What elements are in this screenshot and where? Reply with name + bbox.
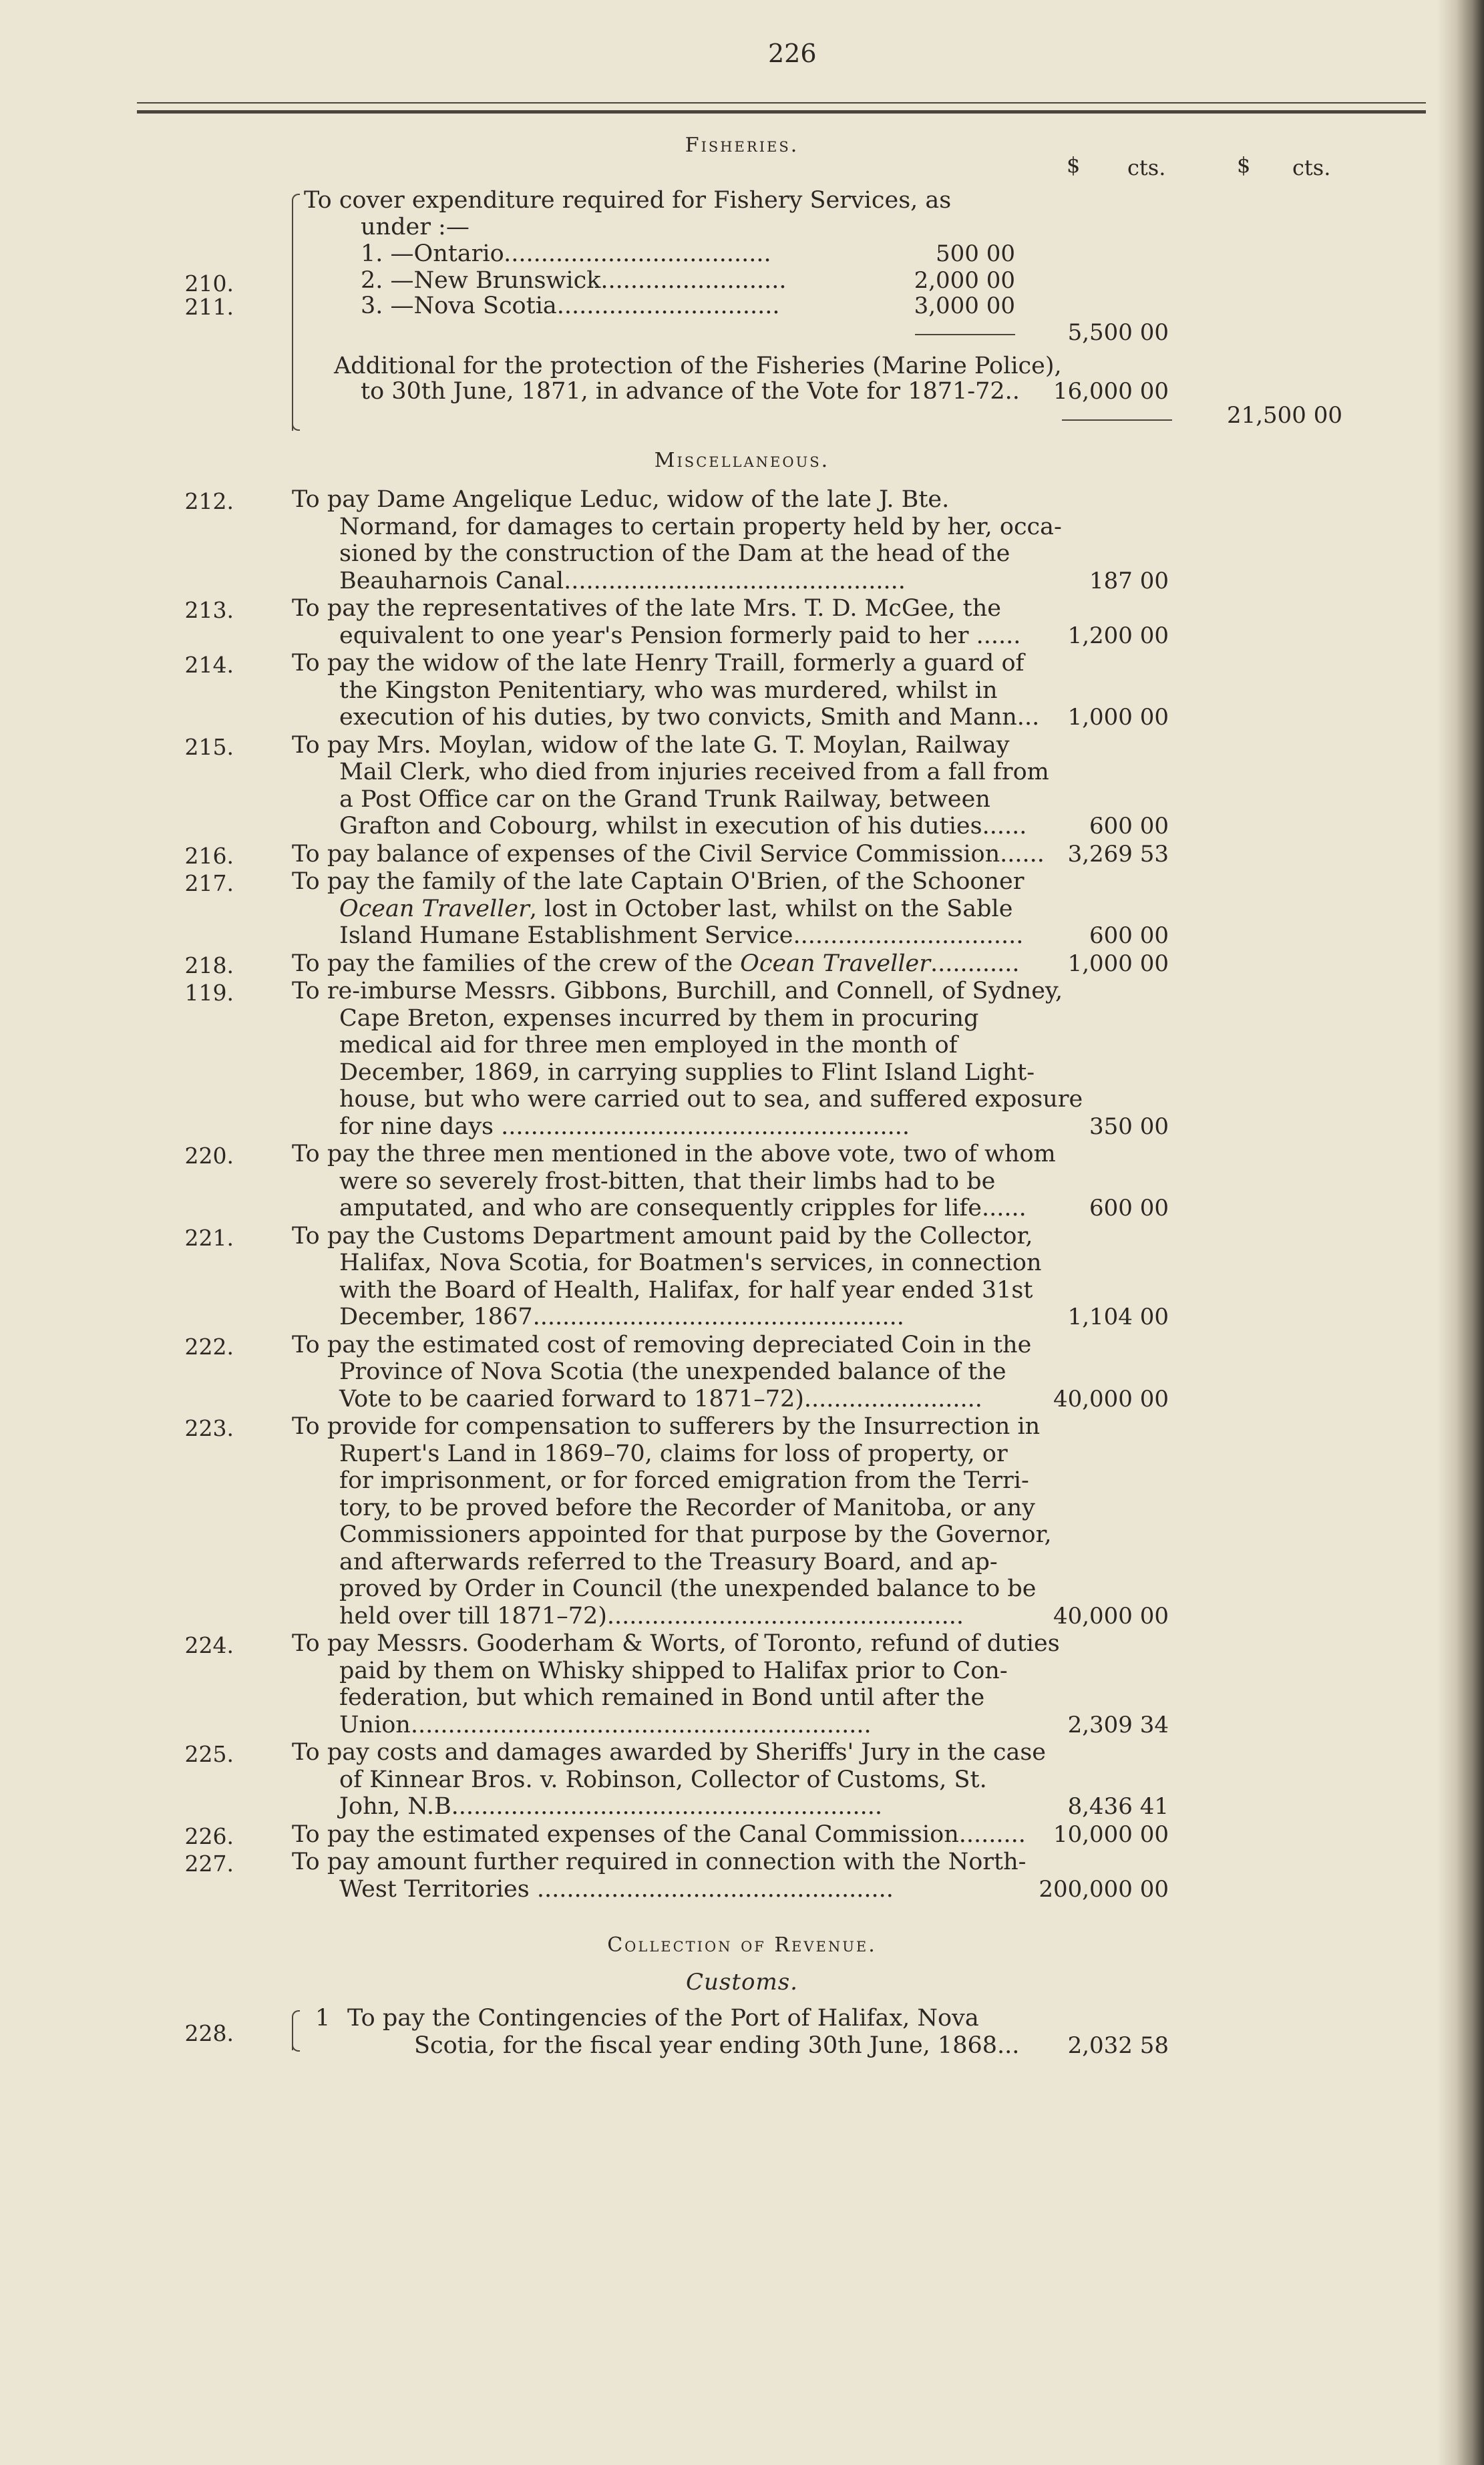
- subsection-heading-customs: Customs.: [686, 1969, 798, 1996]
- vote-text-line: sioned by the construction of the Dam at the head of the: [339, 540, 1010, 567]
- vote-text-line: for imprisonment, or for forced emigration from the Terri-: [339, 1467, 1029, 1494]
- ship-name: Ocean Traveller: [339, 895, 530, 922]
- section-heading-collection-of-revenue: Collection of Revenue.: [607, 1933, 877, 1957]
- vote-amount: 600 00: [1089, 813, 1169, 839]
- vote-text-line: Commissioners appointed for that purpose by the Governor,: [339, 1521, 1052, 1548]
- fisheries-item-label: 1. —Ontario....................................: [361, 240, 771, 267]
- column-header-dollars-1: $: [1067, 152, 1081, 178]
- vote-text-line: proved by Order in Council (the unexpended balance to be: [339, 1575, 1037, 1602]
- vote-text-line: Cape Breton, expenses incurred by them in procuring: [339, 1004, 979, 1032]
- customs-amount: 2,032 58: [1067, 2032, 1169, 2059]
- vote-text-line: Mail Clerk, who died from injuries received from a fall from: [339, 759, 1049, 785]
- vote-text-line: To pay the family of the late Captain O'Brien, of the Schooner: [292, 868, 1025, 895]
- subtotal-rule: [915, 334, 1015, 335]
- total-rule: [1062, 419, 1172, 421]
- vote-text-line: To pay the representatives of the late Mrs. T. D. McGee, the: [292, 595, 1001, 622]
- vote-text-line: house, but who were carried out to sea, and suffered exposure: [339, 1086, 1083, 1113]
- vote-text-line: Grafton and Cobourg, whilst in execution of his duties......: [339, 813, 1027, 839]
- vote-text-line: tory, to be proved before the Recorder of Manitoba, or any: [339, 1494, 1035, 1521]
- vote-text-line: a Post Office car on the Grand Trunk Railway, between: [339, 785, 990, 813]
- customs-vote-number: 228.: [184, 2020, 234, 2046]
- column-header-cents-1: cts.: [1127, 155, 1166, 180]
- vote-text-line: for nine days .......................................................: [339, 1113, 910, 1140]
- vote-text-line: Vote to be caaried forward to 1871–72)........................: [339, 1385, 982, 1412]
- vote-amount: 1,104 00: [1067, 1304, 1169, 1330]
- ship-name: Ocean Traveller: [740, 950, 930, 977]
- vote-text-line: Ocean Traveller, lost in October last, whilst on the Sable: [339, 895, 1013, 922]
- vote-amount: 40,000 00: [1053, 1602, 1169, 1630]
- vote-number: 223.: [184, 1415, 234, 1441]
- vote-number: 212.: [184, 488, 234, 514]
- customs-item-number: 1: [315, 2005, 331, 2032]
- fisheries-item-amount: 3,000 00: [914, 293, 1015, 319]
- vote-number: 220.: [184, 1143, 234, 1169]
- customs-line-2: Scotia, for the fiscal year ending 30th June, 1868...: [414, 2032, 1020, 2059]
- vote-text-line: To pay costs and damages awarded by Sheriffs' Jury in the case: [292, 1739, 1047, 1766]
- vote-text-line: To pay the three men mentioned in the above vote, two of whom: [292, 1141, 1056, 1167]
- vote-text-line: To pay the families of the crew of the Ocean Traveller............: [292, 950, 1020, 977]
- column-header-cents-2: cts.: [1292, 155, 1331, 180]
- page-number: 226: [768, 39, 817, 68]
- vote-amount: 200,000 00: [1039, 1875, 1169, 1903]
- vote-number: 218.: [184, 952, 234, 978]
- vote-amount: 40,000 00: [1053, 1385, 1169, 1412]
- customs-line-1: To pay the Contingencies of the Port of Halifax, Nova: [347, 2005, 979, 2032]
- fisheries-total: 21,500 00: [1226, 402, 1342, 429]
- fisheries-item-label: 2. —New Brunswick.........................: [361, 267, 787, 294]
- fisheries-intro-line-2: under :—: [361, 214, 470, 240]
- vote-text-line: Normand, for damages to certain property held by her, occa-: [339, 513, 1062, 540]
- vote-text-line: Rupert's Land in 1869–70, claims for loss of property, or: [339, 1440, 1008, 1467]
- vote-text-line: December, 1867..................................................: [339, 1304, 904, 1330]
- vote-number: 119.: [184, 980, 234, 1006]
- vote-number: 226.: [184, 1823, 234, 1849]
- vote-amount: 600 00: [1089, 922, 1169, 949]
- fisheries-intro-line-1: To cover expenditure required for Fishery Services, as: [304, 187, 952, 214]
- vote-text-line: To pay the estimated expenses of the Canal Commission.........: [292, 1821, 1026, 1848]
- fisheries-additional-amount: 16,000 00: [1053, 378, 1169, 405]
- vote-text-line: Union..............................................................: [339, 1711, 872, 1738]
- section-heading-fisheries: Fisheries.: [685, 134, 799, 157]
- vote-text-line: Province of Nova Scotia (the unexpended balance of the: [339, 1358, 1006, 1385]
- vote-text-line: To pay the Customs Department amount paid by the Collector,: [292, 1222, 1033, 1250]
- vote-amount: 8,436 41: [1067, 1793, 1169, 1820]
- column-header-dollars-2: $: [1237, 152, 1251, 178]
- brace-bottom: [292, 2044, 300, 2052]
- vote-amount: 2,309 34: [1067, 1711, 1169, 1738]
- vote-text-line: the Kingston Penitentiary, who was murdered, whilst in: [339, 677, 998, 704]
- vote-number: 214.: [184, 652, 234, 678]
- fisheries-subtotal: 5,500 00: [1067, 319, 1169, 346]
- vote-text-line: equivalent to one year's Pension formerly paid to her ......: [339, 622, 1021, 649]
- fisheries-item-amount: 500 00: [936, 240, 1015, 267]
- vote-amount: 3,269 53: [1067, 840, 1169, 868]
- vote-text-line: John, N.B..........................................................: [339, 1793, 882, 1820]
- vote-text-line: To pay Mrs. Moylan, widow of the late G. T. Moylan, Railway: [292, 731, 1010, 759]
- vote-text-line: of Kinnear Bros. v. Robinson, Collector of Customs, St.: [339, 1766, 987, 1793]
- vote-text-line: with the Board of Health, Halifax, for half year ended 31st: [339, 1276, 1033, 1304]
- header-rule-thick: [137, 110, 1426, 114]
- vote-text-line: amputated, and who are consequently cripples for life......: [339, 1195, 1027, 1221]
- vote-number: 213.: [184, 597, 234, 623]
- fisheries-additional-line-1: Additional for the protection of the Fisheries (Marine Police),: [334, 353, 1062, 379]
- vote-amount: 350 00: [1089, 1113, 1169, 1140]
- header-rule-thin: [137, 102, 1426, 104]
- fisheries-item-label: 3. —Nova Scotia..............................: [361, 293, 780, 319]
- vote-text-line: federation, but which remained in Bond until after the: [339, 1684, 985, 1711]
- vote-text-line: To pay the estimated cost of removing depreciated Coin in the: [292, 1331, 1032, 1358]
- vote-text-line: held over till 1871–72)................................................: [339, 1602, 964, 1630]
- vote-number: 225.: [184, 1741, 234, 1767]
- fisheries-additional-line-2: to 30th June, 1871, in advance of the Vote for 1871-72..: [361, 378, 1020, 405]
- vote-amount: 600 00: [1089, 1195, 1169, 1221]
- vote-number: 227.: [184, 1851, 234, 1877]
- fisheries-brace: [292, 200, 293, 431]
- vote-text-line: To pay the widow of the late Henry Traill, formerly a guard of: [292, 650, 1025, 677]
- vote-amount: 1,000 00: [1067, 704, 1169, 731]
- vote-amount: 1,200 00: [1067, 622, 1169, 649]
- section-heading-miscellaneous: Miscellaneous.: [654, 449, 830, 472]
- vote-text-line: To pay Dame Angelique Leduc, widow of the late J. Bte.: [292, 486, 950, 513]
- vote-amount: 1,000 00: [1067, 950, 1169, 977]
- vote-text-line: To provide for compensation to sufferers by the Insurrection in: [292, 1413, 1041, 1440]
- vote-number: 215.: [184, 733, 234, 760]
- vote-text-line: West Territories ................................................: [339, 1875, 894, 1903]
- vote-number: 217.: [184, 870, 234, 896]
- vote-text-line: medical aid for three men employed in the month of: [339, 1032, 958, 1059]
- vote-text-line: Beauharnois Canal..............................................: [339, 567, 906, 594]
- vote-text-line: were so severely frost-bitten, that their limbs had to be: [339, 1167, 996, 1195]
- vote-text-line: paid by them on Whisky shipped to Halifax prior to Con-: [339, 1657, 1008, 1684]
- vote-text-line: December, 1869, in carrying supplies to Flint Island Light-: [339, 1059, 1035, 1086]
- fisheries-item-amount: 2,000 00: [914, 267, 1015, 294]
- vote-text-line: execution of his duties, by two convicts, Smith and Mann...: [339, 704, 1040, 731]
- vote-text-line: To pay balance of expenses of the Civil Service Commission......: [292, 840, 1045, 868]
- vote-amount: 10,000 00: [1053, 1821, 1169, 1848]
- vote-text-line: and afterwards referred to the Treasury Board, and ap-: [339, 1548, 998, 1575]
- vote-text-line: To pay amount further required in connection with the North-: [292, 1849, 1027, 1875]
- vote-text-line: Island Humane Establishment Service...............................: [339, 922, 1024, 949]
- vote-number: 221.: [184, 1224, 234, 1251]
- vote-text-line: Halifax, Nova Scotia, for Boatmen's services, in connection: [339, 1250, 1042, 1276]
- vote-text-line: To re-imburse Messrs. Gibbons, Burchill, and Connell, of Sydney,: [292, 978, 1063, 1004]
- vote-number: 224.: [184, 1632, 234, 1658]
- fisheries-item-number: 211.: [184, 294, 234, 320]
- vote-number: 216.: [184, 842, 234, 869]
- book-spine-shadow: [1437, 0, 1484, 2465]
- vote-text-line: To pay Messrs. Gooderham & Worts, of Toronto, refund of duties: [292, 1630, 1060, 1657]
- fisheries-item-number: 210.: [184, 270, 234, 297]
- vote-number: 222.: [184, 1333, 234, 1360]
- vote-amount: 187 00: [1089, 567, 1169, 594]
